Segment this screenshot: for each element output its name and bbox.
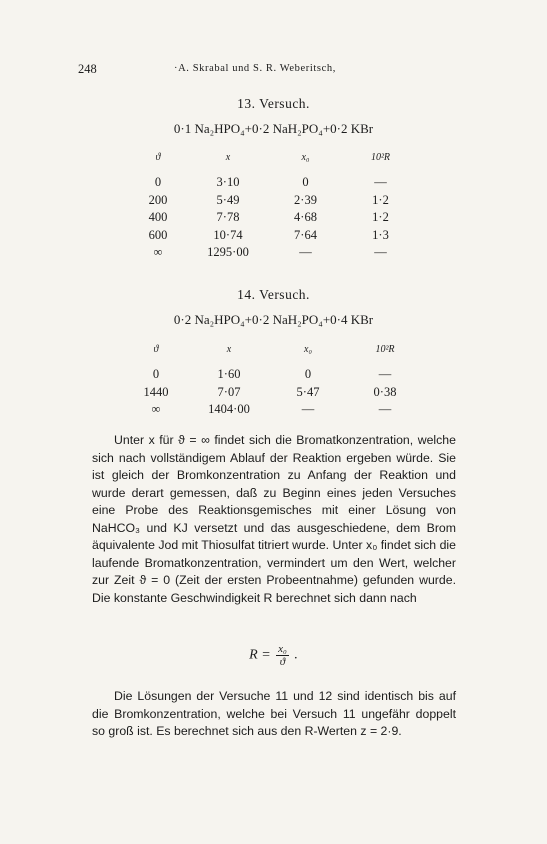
column-header-R: 10²R [375, 344, 395, 355]
column-header-x0: x₀ [301, 152, 310, 163]
table-cell: 2·39 [294, 192, 317, 207]
table-row [128, 209, 418, 227]
body-paragraph-1 [92, 432, 456, 607]
equation-lhs: R = [249, 647, 271, 663]
rate-equation [0, 643, 547, 668]
table-header-row [124, 344, 424, 366]
table-cell: 0·38 [373, 384, 397, 399]
table-cell: 400 [148, 210, 168, 225]
table-row [128, 244, 418, 262]
table-cell: — [374, 245, 387, 260]
table-cell: 4·68 [294, 210, 317, 225]
paragraph-text: Unter x für ϑ = ∞ findet sich die Bromatkonzentration, welche sich nach vollständigem Ablauf der Reaktion ergeben würde. Sie ist gleich der Bromkonzentration zu Anfang der Reaktion und wurde derart gemessen, daß zu Beginn eines jeden Versuches eine Probe des Reaktionsgemisches mit einer Lösung von NaHCO₃ und KJ versetzt und das ausgeschiedene, dem Brom äquivalente Jod mit Thiosulfat titriert wurde. Unter x₀ findet sich die laufende Bromatkonzentration, vermindert um den Wert, welcher zur Zeit ϑ = 0 (Zeit der ersten Probeentnahme) gefunden wurde. Die konstante Geschwindigkeit R berechnet sich dann nach [92, 433, 456, 605]
experiment-14-table [124, 344, 424, 419]
table-cell: — [301, 402, 315, 417]
table-cell: 600 [148, 227, 168, 242]
table-row [128, 192, 418, 210]
table-cell: 1·3 [372, 227, 389, 242]
table-row [124, 384, 424, 402]
table-cell: 0 [304, 367, 312, 382]
table-cell: 7·64 [294, 227, 317, 242]
table-cell: 1295·00 [207, 245, 249, 260]
table-cell: 5·47 [296, 384, 320, 399]
column-header-x0: x₀ [304, 344, 312, 355]
table-cell: 0 [154, 175, 162, 190]
table-cell: 1·2 [372, 192, 389, 207]
experiment-14-formula: 0·2 Na₂HPO₄+0·2 NaH₂PO₄+0·4 KBr [173, 312, 374, 327]
column-header-theta: ϑ [155, 152, 161, 163]
column-header-x: x [225, 152, 231, 163]
table-cell: 1·60 [217, 367, 241, 382]
equation-denominator: ϑ [279, 656, 286, 668]
table-cell: — [374, 175, 387, 190]
table-cell: — [378, 367, 392, 382]
table-row [124, 401, 424, 419]
table-cell: 7·78 [216, 210, 240, 225]
table-cell: — [299, 245, 312, 260]
equation-period: . [294, 647, 298, 663]
table-cell: 200 [148, 192, 168, 207]
body-paragraph-2 [92, 688, 456, 741]
table-cell: 1404·00 [208, 402, 250, 417]
experiment-13-title: 13. Versuch. [237, 96, 310, 111]
table-cell: 5·49 [216, 192, 240, 207]
equation-fraction [276, 643, 289, 668]
experiment-14-title: 14. Versuch. [237, 287, 310, 302]
table-row [124, 366, 424, 384]
table-cell: ∞ [151, 402, 161, 417]
table-cell: 1·2 [372, 210, 389, 225]
page-number: 248 [78, 62, 97, 76]
table-cell: ∞ [153, 245, 163, 260]
table-cell: 0 [302, 175, 309, 190]
experiment-13-formula: 0·1 Na₂HPO₄+0·2 NaH₂PO₄+0·2 KBr [173, 121, 374, 136]
column-header-R: 10²R [370, 152, 391, 163]
column-header-x: x [226, 344, 232, 355]
running-title: ·A. Skrabal und S. R. Weberitsch, [174, 63, 336, 74]
table-cell: 3·10 [216, 175, 240, 190]
experiment-13-table [128, 152, 418, 262]
table-row [128, 174, 418, 192]
table-cell: 1440 [143, 384, 169, 399]
paragraph-text: Die Lösungen der Versuche 11 und 12 sind identisch bis auf die Bromkonzentration, welche bei Versuch 11 ungefähr doppelt so groß ist. Es berechnet sich aus den R-Werten z = 2·9. [92, 689, 456, 738]
table-header-row [128, 152, 418, 174]
table-cell: 7·07 [217, 384, 241, 399]
column-header-theta: ϑ [153, 344, 159, 355]
table-cell: — [378, 402, 392, 417]
table-cell: 10·74 [213, 227, 243, 242]
equation-numerator: x₀ [278, 643, 287, 655]
table-cell: 0 [152, 367, 160, 382]
table-row [128, 227, 418, 245]
